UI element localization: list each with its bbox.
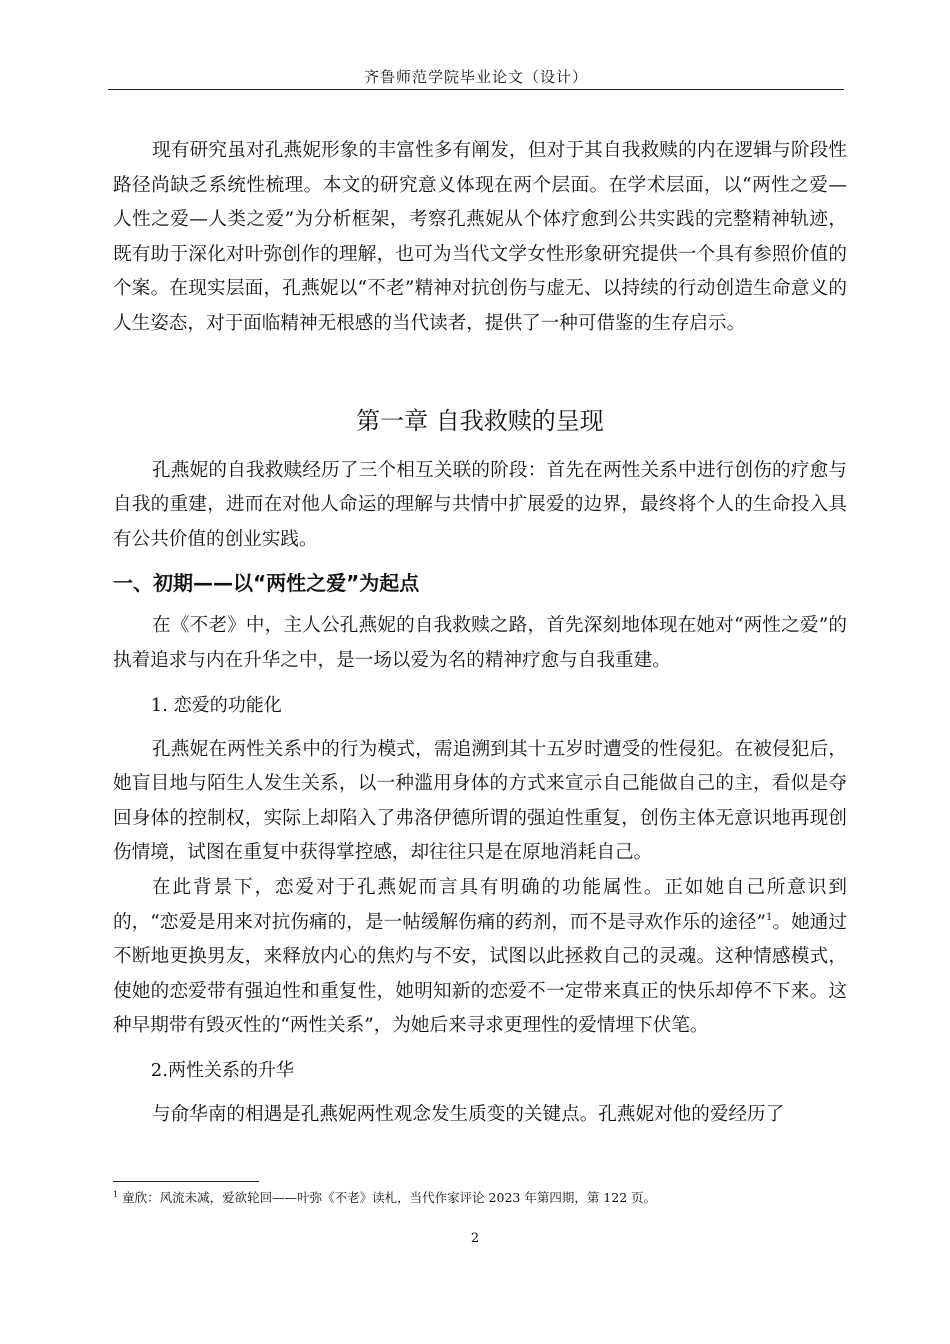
subsection-title-1: 1. 恋爱的功能化 <box>150 694 282 716</box>
header-title: 齐鲁师范学院毕业论文（设计） <box>363 68 588 86</box>
footnote <box>113 1188 847 1208</box>
body-paragraph: 孔燕妮在两性关系中的行为模式，需追溯到其十五岁时遭受的性侵犯。在被侵犯后，她盲目地与陌生人发生关系，以一种滥用身体的方式来宣示自己能做自己的主，看似是夺回身体的控制权，实际上却陷入了弗洛伊德所谓的强迫性重复，创伤主体无意识地再现创伤情境，试图在重复中获得掌控感，却往往只是在原地消耗自己。 <box>113 738 847 864</box>
footnote-mark: 1 <box>113 1190 119 1199</box>
footnote-separator <box>113 1181 259 1182</box>
header-rule <box>108 89 844 90</box>
footnote-text: 童欣：风流未减，爱欲轮回——叶弥《不老》读札，当代作家评论 2023 年第四期，第 122 页。 <box>122 1190 657 1205</box>
footnote-reference[interactable]: 1 <box>766 911 773 923</box>
chapter-title: 第一章 自我救赎的呈现 <box>356 406 604 435</box>
paragraph-text-continued: 。她通过不断地更换男友，来释放内心的焦灼与不安，试图以此拯救自己的灵魂。这种情感模式，使她的恋爱带有强迫性和重复性，她明知新的恋爱不一定带来真正的快乐却停不下来。这种早期带有毁灭性的“两性关系”，为她后来寻求更理性的爱情埋下伏笔。 <box>113 911 847 1037</box>
body-paragraph: 与俞华南的相遇是孔燕妮两性观念发生质变的关键点。孔燕妮对他的爱经历了 <box>152 1103 785 1125</box>
section-title: 一、初期——以“两性之爱”为起点 <box>113 571 420 596</box>
subsection-title-2: 2.两性关系的升华 <box>150 1059 294 1081</box>
document-body <box>113 134 847 1132</box>
intro-paragraph: 现有研究虽对孔燕妮形象的丰富性多有阐发，但对于其自我救赎的内在逻辑与阶段性路径尚缺乏系统性梳理。本文的研究意义体现在两个层面。在学术层面，以“两性之爱—人性之爱—人类之爱”为分析框架，考察孔燕妮从个体疗愈到公共实践的完整精神轨迹，既有助于深化对叶弥创作的理解，也可为当代文学女性形象研究提供一个具有参照价值的个案。在现实层面，孔燕妮以“不老”精神对抗创伤与虚无、以持续的行动创造生命意义的人生姿态，对于面临精神无根感的当代读者，提供了一种可借鉴的生存启示。 <box>113 140 847 334</box>
body-paragraph-with-footnote <box>113 871 847 1044</box>
chapter-intro: 孔燕妮的自我救赎经历了三个相互关联的阶段：首先在两性关系中进行创伤的疗愈与自我的重建，进而在对他人命运的理解与共情中扩展爱的边界，最终将个人的生命投入具有公共价值的创业实践。 <box>113 459 847 550</box>
section-intro: 在《不老》中，主人公孔燕妮的自我救赎之路，首先深刻地体现在她对“两性之爱”的执着追求与内在升华之中，是一场以爱为名的精神疗愈与自我重建。 <box>113 615 847 671</box>
paragraph-text: 在此背景下，恋爱对于孔燕妮而言具有明确的功能属性。正如她自己所意识到的，“恋爱是用来对抗伤痛的，是一帖缓解伤痛的药剂，而不是寻欢作乐的途径” <box>113 876 847 933</box>
page-number: 2 <box>470 1231 480 1246</box>
